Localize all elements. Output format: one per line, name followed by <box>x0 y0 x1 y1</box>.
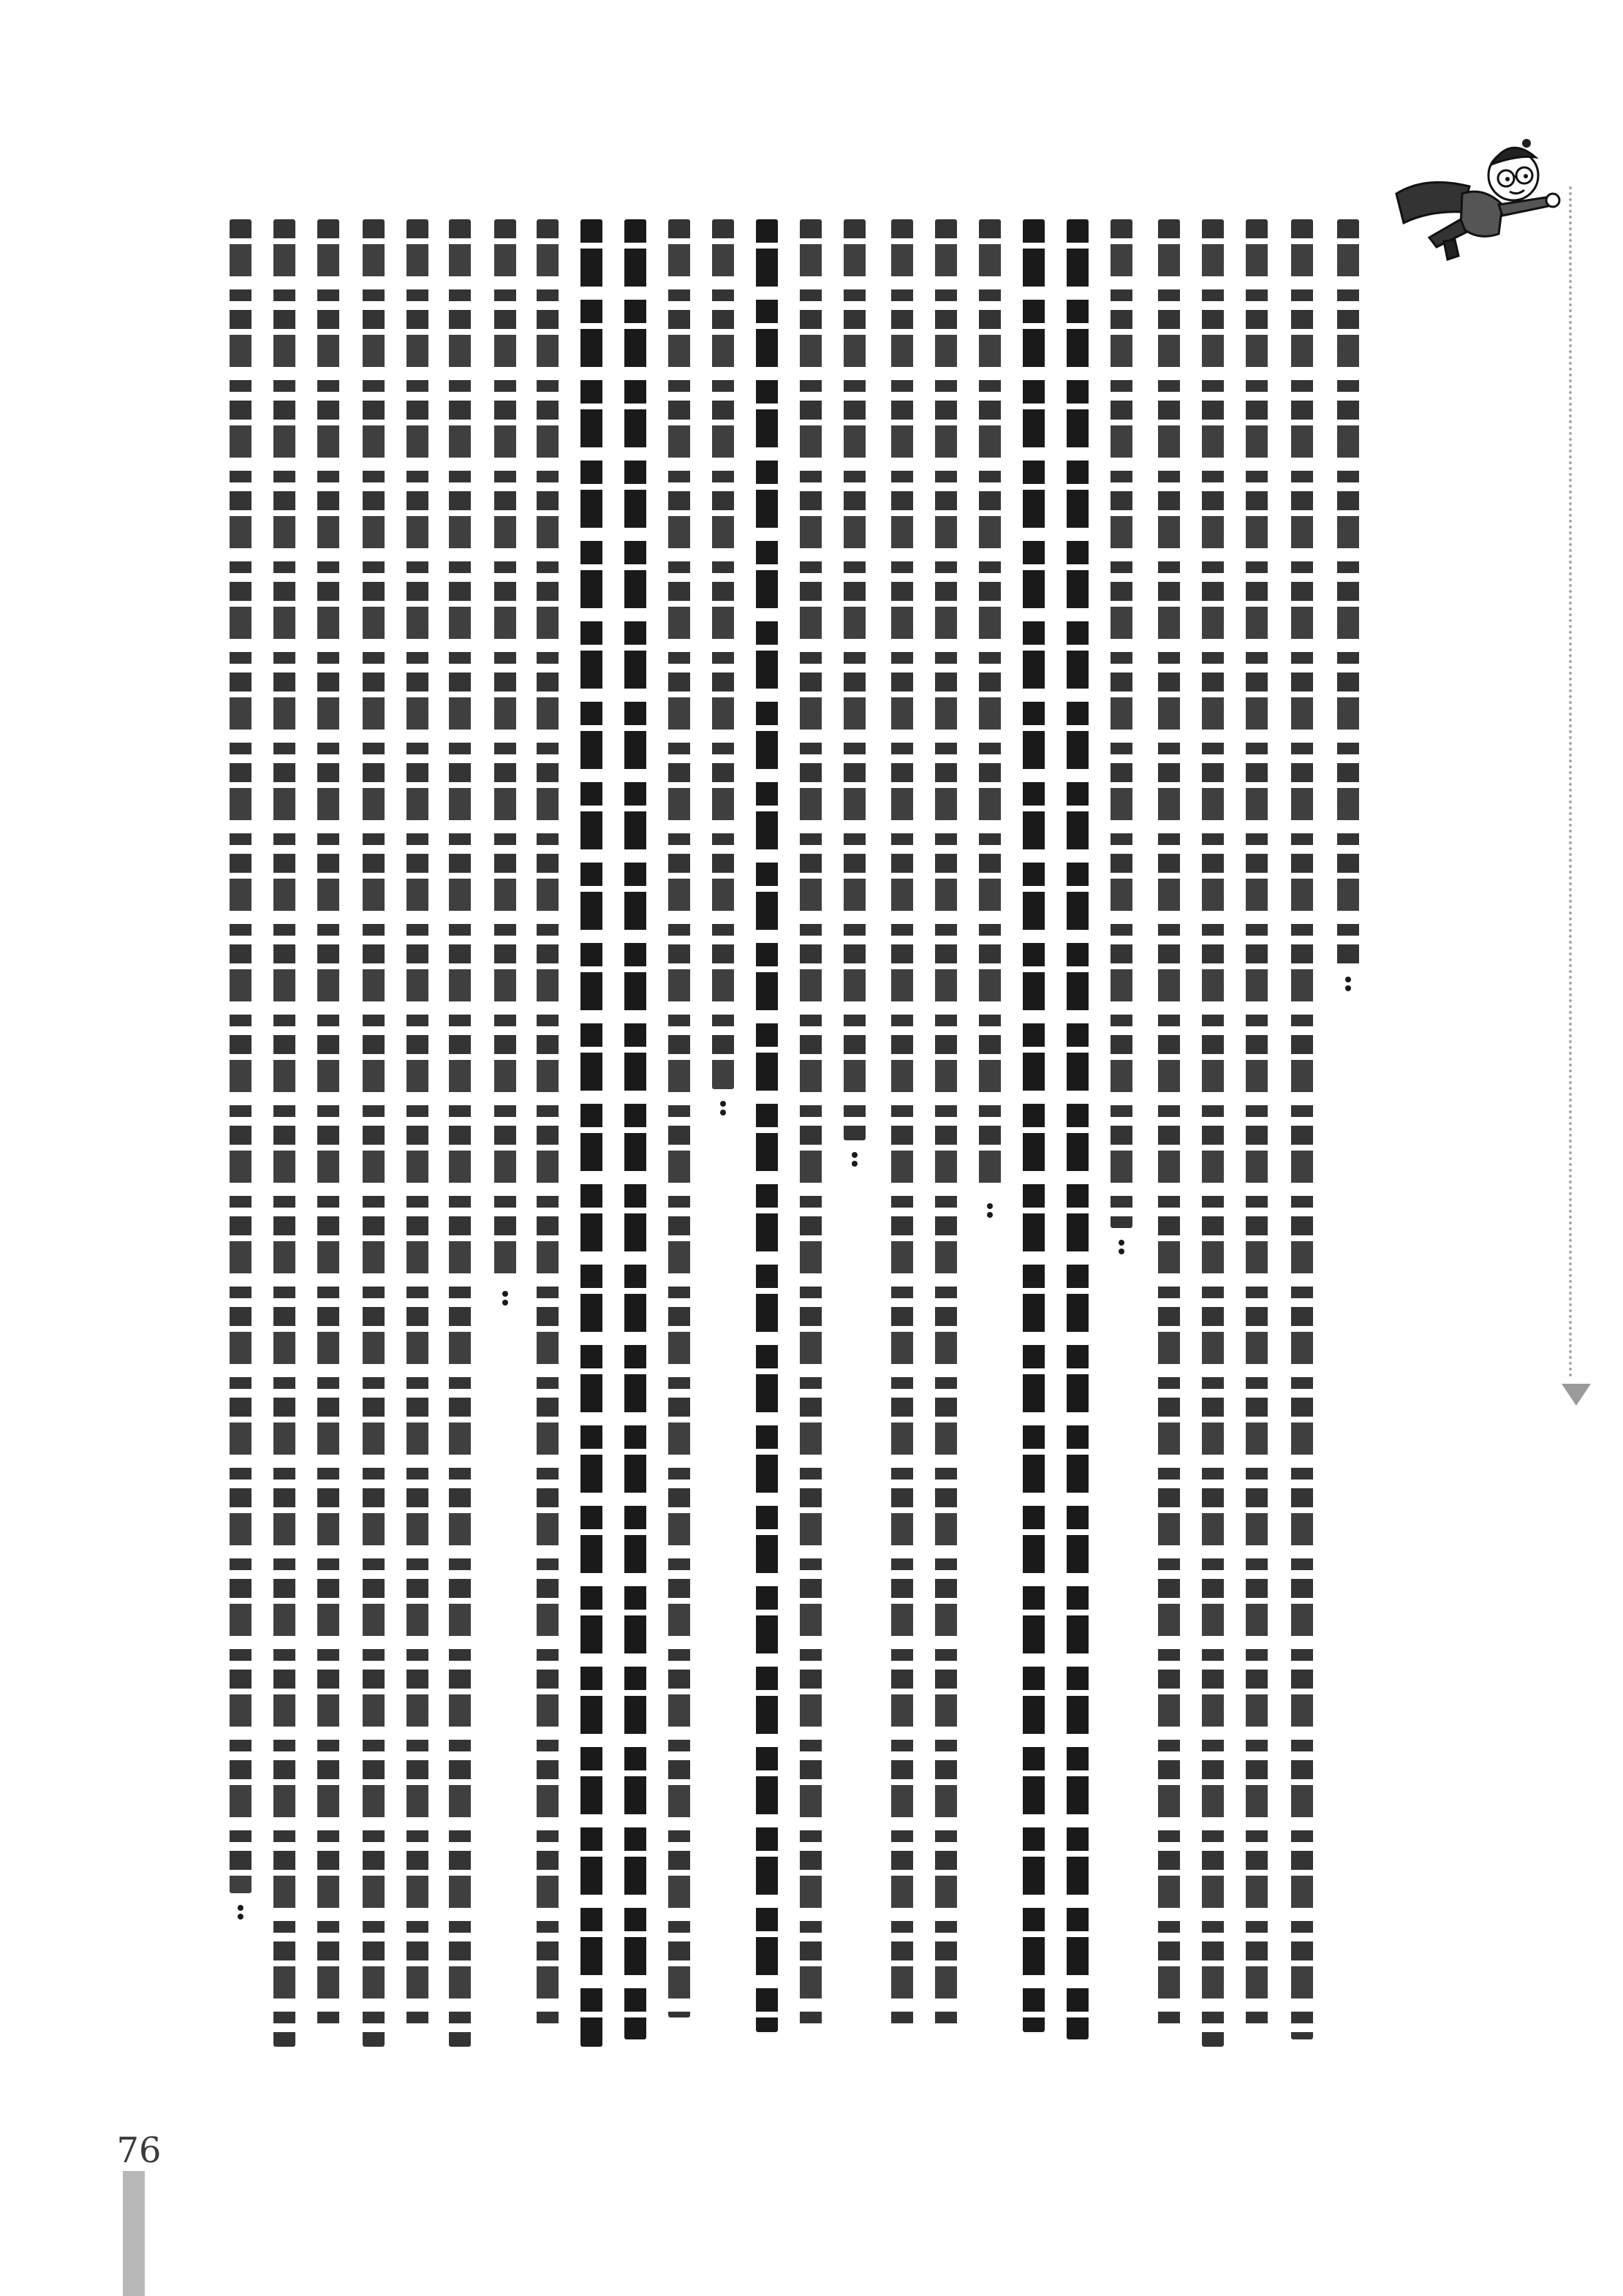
sentence-end-mark <box>235 1905 246 1921</box>
text-column <box>658 219 700 2017</box>
body-text <box>219 219 1506 2047</box>
text-column <box>790 219 832 2025</box>
text-column <box>1281 219 1323 2039</box>
text-column <box>1013 219 1055 2032</box>
text-column <box>396 219 439 2032</box>
text-column <box>263 219 306 2047</box>
text-column <box>881 219 923 2025</box>
script-line <box>668 219 690 2017</box>
script-line <box>624 219 646 2039</box>
text-column <box>526 219 569 2032</box>
script-line <box>537 219 559 2032</box>
script-line <box>844 219 866 1140</box>
text-column <box>570 219 613 2047</box>
script-line <box>1246 219 1268 2032</box>
running-header <box>1554 232 1592 1431</box>
script-line <box>1023 219 1045 2032</box>
script-line <box>406 219 428 2032</box>
text-column <box>1192 219 1234 2047</box>
text-column <box>614 219 657 2039</box>
script-line <box>580 219 602 2047</box>
text-column <box>1056 219 1099 2039</box>
sentence-end-mark <box>718 1101 728 1117</box>
script-line <box>317 219 339 2032</box>
text-column <box>439 219 481 2047</box>
sentence-end-mark <box>985 1203 995 1219</box>
script-line <box>494 219 516 1279</box>
text-column <box>219 219 262 1922</box>
text-column <box>925 219 967 2032</box>
text-column <box>833 219 876 1170</box>
page-number: 76 <box>116 2130 162 2171</box>
script-line <box>1158 219 1180 2032</box>
script-line <box>979 219 1001 1191</box>
page-edge-tab <box>123 2171 145 2296</box>
script-line <box>756 219 778 2032</box>
script-line <box>1337 219 1359 965</box>
script-line <box>273 219 295 2047</box>
script-line <box>363 219 385 2047</box>
script-line <box>1202 219 1224 2047</box>
sentence-end-mark <box>1116 1240 1127 1256</box>
text-column <box>352 219 395 2047</box>
text-column <box>1100 219 1143 1257</box>
text-column <box>484 219 526 1308</box>
text-column <box>1148 219 1190 2032</box>
sentence-end-mark <box>1343 977 1353 993</box>
script-line <box>1067 219 1089 2039</box>
sentence-end-mark <box>850 1152 860 1168</box>
script-line <box>449 219 471 2047</box>
text-column <box>1327 219 1369 994</box>
script-line <box>230 219 251 1893</box>
text-column <box>307 219 349 2032</box>
text-column <box>746 219 788 2032</box>
script-line <box>935 219 957 2032</box>
sentence-end-mark <box>500 1291 510 1307</box>
text-column <box>969 219 1011 1221</box>
script-line <box>800 219 822 2025</box>
text-column <box>1236 219 1278 2032</box>
script-line <box>712 219 734 1089</box>
script-line <box>891 219 913 2025</box>
script-line <box>1111 219 1132 1228</box>
script-line <box>1291 219 1313 2039</box>
text-column <box>702 219 744 1118</box>
